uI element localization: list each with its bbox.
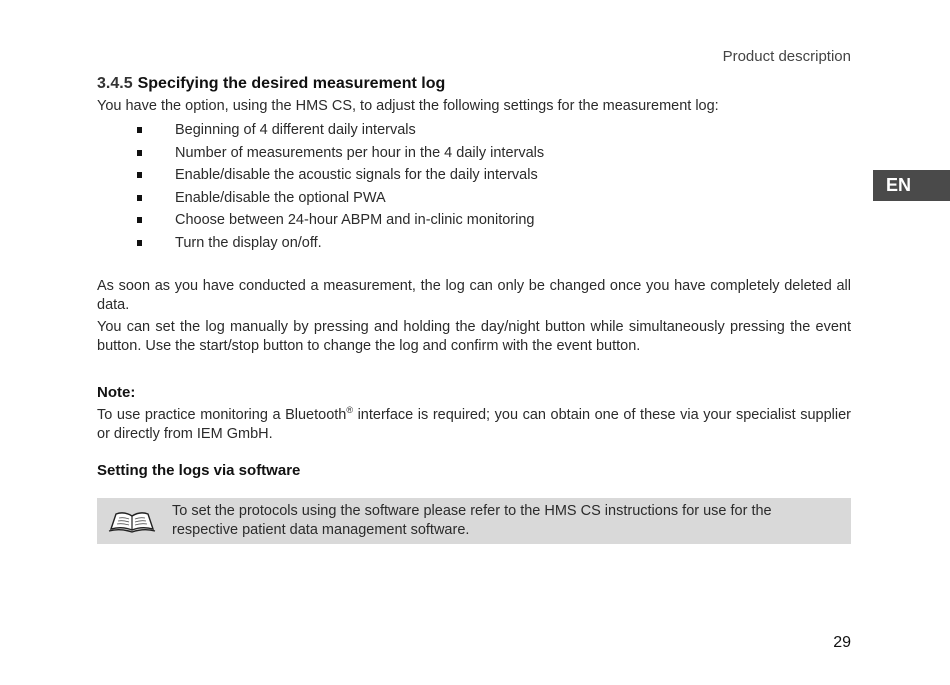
list-item bbox=[97, 187, 851, 210]
list-item-text: Turn the display on/off. bbox=[175, 234, 322, 251]
list-item bbox=[97, 119, 851, 142]
registered-mark: ® bbox=[346, 405, 354, 416]
list-item-text: Enable/disable the optional PWA bbox=[175, 189, 386, 206]
list-item bbox=[97, 209, 851, 232]
note-text bbox=[97, 406, 851, 444]
list-item bbox=[97, 142, 851, 165]
info-box bbox=[97, 498, 851, 544]
paragraph-delete-data: As soon as you have conducted a measurement, the log can only be changed once you have completely deleted all data. bbox=[97, 278, 851, 313]
section-number: 3.4.5 bbox=[97, 75, 133, 92]
note-text-end: interface is required; you can obtain one of these via your specialist supplier or directly from IEM GmbH. bbox=[97, 407, 851, 442]
section-heading bbox=[97, 74, 851, 94]
language-tab: EN bbox=[873, 170, 950, 201]
bullet-icon bbox=[137, 150, 142, 156]
bullet-icon bbox=[137, 217, 142, 223]
list-item-text: Choose between 24-hour ABPM and in-clinic monitoring bbox=[175, 212, 535, 228]
page-number: 29 bbox=[833, 634, 851, 651]
list-item-text: Enable/disable the acoustic signals for the daily intervals bbox=[175, 167, 538, 183]
list-item-text: Beginning of 4 different daily intervals bbox=[175, 122, 416, 138]
page-content bbox=[97, 74, 851, 544]
list-item bbox=[97, 164, 851, 187]
bullet-icon bbox=[137, 195, 142, 201]
note-text-start: To use practice monitoring a Bluetooth bbox=[97, 407, 347, 423]
paragraph-manual-setting: You can set the log manually by pressing and holding the day/night button while simultaneously pressing the event button. Use the start/stop button to change the log and confirm with the event button. bbox=[97, 319, 851, 354]
info-text: To set the protocols using the software please refer to the HMS CS instructions for use for the respective patient data management software. bbox=[172, 503, 772, 538]
intro-text: You have the option, using the HMS CS, to adjust the following settings for the measurement log: bbox=[97, 98, 719, 114]
list-item bbox=[97, 232, 851, 255]
running-header: Product description bbox=[722, 48, 851, 65]
bullet-icon bbox=[137, 240, 142, 246]
note-heading: Note: bbox=[97, 384, 136, 401]
bullet-icon bbox=[137, 172, 142, 178]
section-title: Specifying the desired measurement log bbox=[137, 75, 446, 92]
settings-list bbox=[97, 119, 851, 254]
bullet-icon bbox=[137, 127, 142, 133]
book-icon bbox=[108, 509, 156, 533]
list-item-text: Number of measurements per hour in the 4 daily intervals bbox=[175, 144, 545, 161]
software-heading: Setting the logs via software bbox=[97, 462, 301, 479]
